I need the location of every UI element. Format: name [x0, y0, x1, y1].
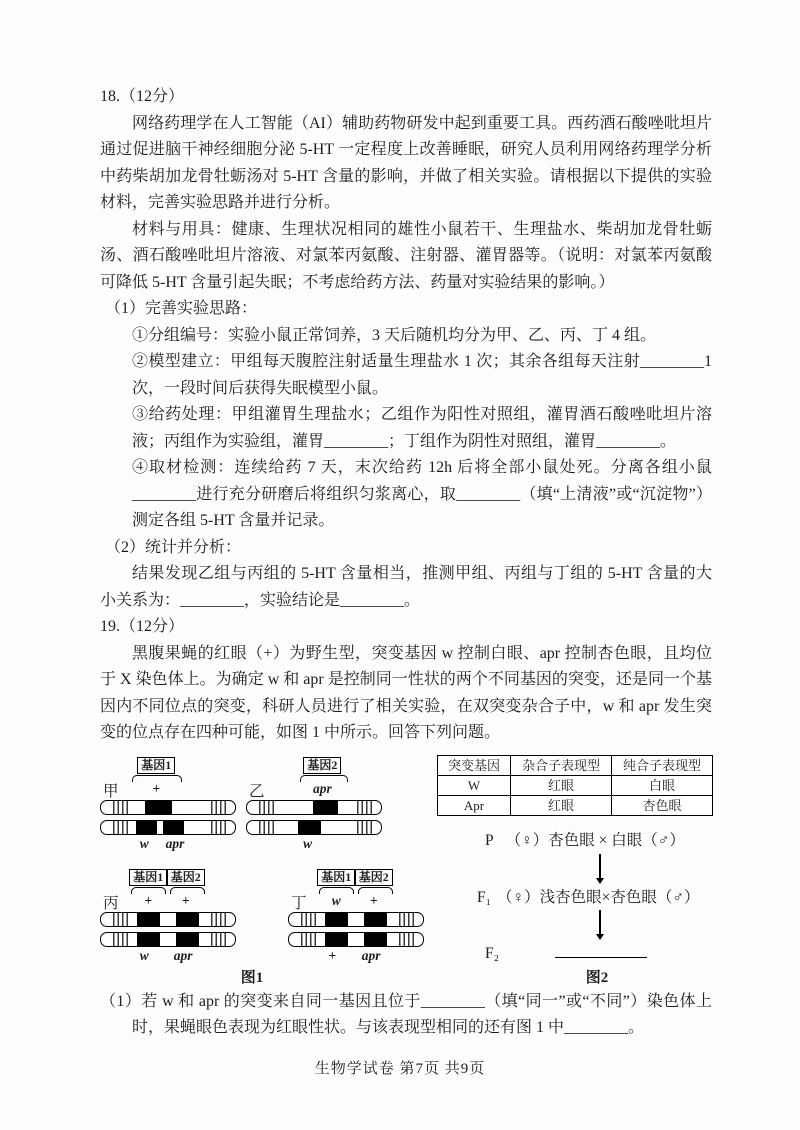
chromosome-top	[100, 912, 236, 927]
allele-label: w	[331, 892, 341, 908]
page-footer: 生物学试卷 第7页 共9页	[314, 1061, 486, 1077]
gene-block	[136, 821, 157, 834]
q19-number: 19.（12分）	[100, 618, 185, 635]
allele-label: apr	[173, 947, 193, 963]
chromosome-band	[113, 913, 128, 926]
table-header-cell: 纯合子表现型	[612, 755, 713, 775]
table-cell: W	[438, 775, 511, 795]
chromosome-band	[113, 933, 128, 946]
chromosome-top	[100, 800, 236, 815]
cross-text: （♀）杏色眼 × 白眼（♂）	[505, 831, 685, 849]
gene-block	[137, 933, 160, 946]
q18-step2: ②模型建立：甲组每天腹腔注射适量生理盐水 1 次；其余各组每天注射________1 次，一段时间后获得失眠模型小鼠。	[132, 353, 712, 397]
down-arrow-icon	[599, 854, 601, 882]
table-cell: 红眼	[511, 795, 612, 815]
chromosome-band	[357, 821, 372, 834]
allele-label: apr	[361, 947, 381, 963]
table-cell: Apr	[438, 795, 511, 815]
allele-label: +	[328, 947, 337, 963]
fig2-caption: 图2	[585, 969, 609, 986]
cross-p-row	[485, 831, 685, 851]
table-header-row	[438, 755, 713, 775]
allele-label: +	[369, 892, 378, 908]
q18-step1: ①分组编号：实验小鼠正常饲养，3 天后随机均分为甲、乙、丙、丁 4 组。	[132, 326, 657, 344]
table-row	[438, 795, 713, 815]
table-cell: 白眼	[612, 775, 713, 795]
gene-block	[163, 821, 184, 834]
allele-label: w	[303, 835, 313, 851]
gene-box: 基因1	[137, 757, 175, 774]
chromosome-band	[113, 821, 128, 834]
f2-blank-line	[555, 943, 647, 958]
q18-step3: ③给药处理：甲组灌胃生理盐水；乙组作为阳性对照组，灌胃酒石酸唑吡坦片溶液；丙组作为实验组，灌胃________；丁组作为阴性对照组，灌胃________。	[132, 406, 712, 450]
table-header-cell: 杂合子表现型	[511, 755, 612, 775]
q18-part2-heading: （2）统计并分析：	[105, 538, 242, 556]
gene-box: 基因2	[303, 757, 341, 774]
group-name: 乙	[249, 782, 265, 800]
fig1-caption: 图1	[240, 969, 264, 986]
down-arrow-icon	[599, 910, 601, 938]
chromosome-top	[288, 912, 424, 927]
table-cell: 杏色眼	[612, 795, 713, 815]
fig1-group-ding	[288, 869, 422, 965]
gene-block	[364, 933, 387, 946]
chromosome-band	[113, 801, 128, 814]
fig1-group-bing	[100, 869, 234, 965]
chromosome-band	[211, 801, 226, 814]
chromosome-bottom	[246, 820, 382, 835]
chromosome-band	[301, 933, 316, 946]
chromosome-band	[301, 913, 316, 926]
phenotype-table	[437, 755, 713, 816]
gene-box: 基因2	[167, 869, 205, 886]
group-name: 甲	[103, 782, 119, 800]
chromosome-band	[399, 913, 414, 926]
gene-box: 基因1	[129, 869, 167, 886]
group-name: 丁	[291, 894, 307, 912]
figure-1-and-2	[100, 751, 712, 987]
chromosome-band	[211, 933, 226, 946]
chromosome-band	[357, 801, 372, 814]
chromosome-bottom	[288, 932, 424, 947]
chromosome-band	[211, 821, 226, 834]
fig1-group-yi	[246, 757, 380, 853]
question-18	[100, 84, 712, 614]
chromosome-band	[259, 821, 274, 834]
gene-box: 基因2	[355, 869, 393, 886]
gene-box: 基因1	[317, 869, 355, 886]
gene-block	[325, 913, 348, 926]
gene-block	[325, 933, 348, 946]
q18-part1-heading: （1）完善实验思路：	[105, 300, 258, 317]
cross-text: （♀）浅杏色眼×杏色眼（♂）	[497, 888, 700, 906]
question-19	[100, 614, 712, 1042]
q19-intro: 黑腹果蝇的红眼（+）为野生型，突变基因 w 控制白眼、apr 控制杏色眼，且均位于 X 染色体上。为确定 w 和 apr 是控制同一性状的两个不同基因的突变，还是同一个基因内不同位点的突变，科研人员进行了相关实验，在双突变杂合子中，w 和 apr 发生突变的位点存在四种可能，如图 1 中所示。回答下列问题。	[100, 644, 712, 741]
q18-step4: ④取材检测：连续给药 7 天，末次给药 12h 后将全部小鼠处死。分离各组小鼠________进行充分研磨后将组织匀浆离心，取________（填“上清液”或“沉淀物”）测定各组 5-HT 含量并记录。	[132, 459, 712, 529]
group-name: 丙	[103, 894, 119, 912]
allele-label: +	[152, 780, 161, 796]
allele-label: w	[139, 947, 149, 963]
chromosome-band	[399, 933, 414, 946]
gene-block	[137, 913, 160, 926]
table-row	[438, 775, 713, 795]
chromosome-bottom	[100, 820, 236, 835]
allele-label: apr	[312, 780, 332, 796]
allele-label: +	[144, 892, 153, 908]
gene-block	[364, 913, 387, 926]
q18-part2-text: 结果发现乙组与丙组的 5-HT 含量相当，推测甲组、丙组与丁组的 5-HT 含量的大小关系为：________，实验结论是________。	[100, 565, 712, 609]
generation-label: F₁	[477, 888, 492, 906]
chromosome-band	[211, 913, 226, 926]
table-header-cell: 突变基因	[438, 755, 511, 775]
gene-block	[176, 913, 199, 926]
chromosome-top	[246, 800, 382, 815]
q19-part1: （1）若 w 和 apr 的突变来自同一基因且位于________（填“同一”或“不同”）染色体上时，果蝇眼色表现为红眼性状。与该表现型相同的还有图 1 中________。	[100, 992, 712, 1036]
q18-materials: 材料与用具：健康、生理状况相同的雄性小鼠若干、生理盐水、柴胡加龙骨牡蛎汤、酒石酸唑吡坦片溶液、对氯苯丙氨酸、注射器、灌胃器等。（说明：对氯苯丙氨酸可降低 5-HT 含量引起失眠；不考虑给药方法、药量对实验结果的影响。）	[100, 220, 712, 291]
allele-label: +	[181, 892, 190, 908]
gene-block	[145, 801, 172, 814]
allele-label: apr	[165, 835, 185, 851]
cross-f1-row	[477, 888, 700, 908]
fig1-group-jia	[100, 757, 234, 853]
q18-number: 18.（12分）	[100, 88, 185, 105]
table-cell: 红眼	[511, 775, 612, 795]
allele-label: w	[139, 835, 149, 851]
gene-block	[176, 933, 199, 946]
chromosome-bottom	[100, 932, 236, 947]
generation-label: P	[485, 831, 494, 849]
gene-block	[313, 801, 338, 814]
chromosome-band	[259, 801, 274, 814]
generation-label: F₂	[485, 944, 500, 962]
cross-f2-row	[485, 943, 647, 964]
gene-block	[298, 821, 321, 834]
q18-intro: 网络药理学在人工智能（AI）辅助药物研发中起到重要工具。西药酒石酸唑吡坦片通过促进脑干神经细胞分泌 5-HT 一定程度上改善睡眠，研究人员利用网络药理学分析中药柴胡加龙骨牡蛎汤对 5-HT 含量的影响，并做了相关实验。请根据以下提供的实验材料，完善实验思路并进行分析。	[100, 114, 712, 211]
